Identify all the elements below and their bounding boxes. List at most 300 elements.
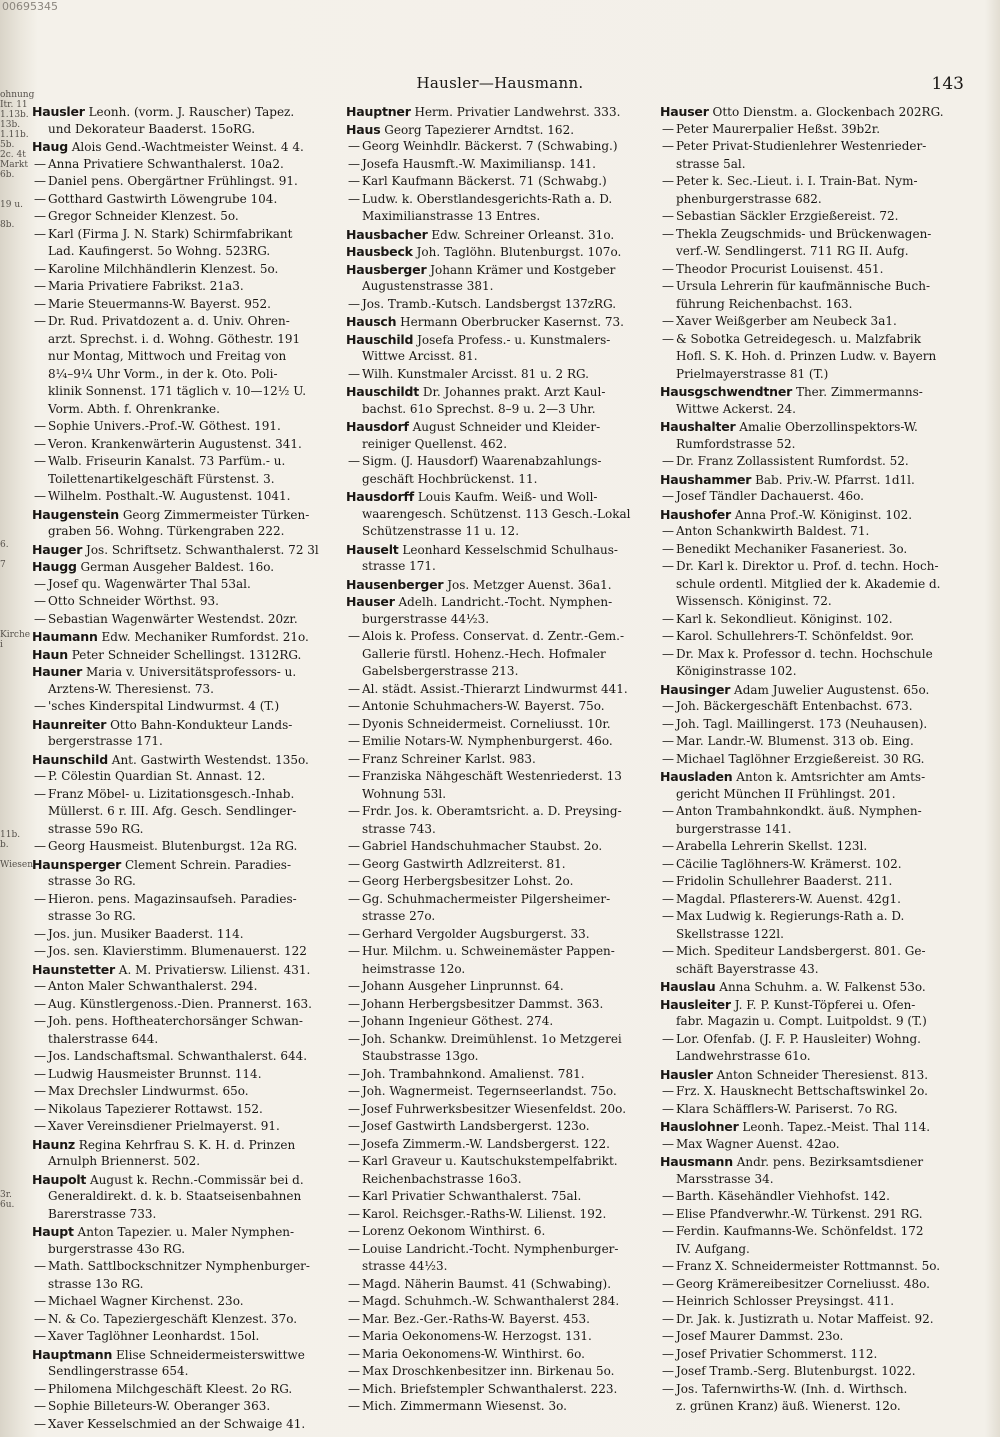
- surname-entry: [32, 751, 340, 769]
- entry-text: geschäft Hochbrückenst. 11.: [362, 471, 538, 486]
- ditto-dash: —: [662, 891, 674, 906]
- ditto-dash: —: [662, 1259, 674, 1273]
- entry-text: Georg Herbergsbesitzer Lohst. 2o.: [362, 874, 574, 888]
- entry-text: strasse 5al.: [676, 156, 746, 171]
- entry-continuation: [32, 401, 340, 419]
- surname-entry: [32, 1136, 340, 1154]
- entry-continuation: [346, 506, 654, 524]
- entry-text: burgerstrasse 44½3.: [362, 611, 490, 626]
- surname-entry: [346, 418, 654, 436]
- given-name-entry: [32, 226, 340, 244]
- given-name-entry: [346, 1241, 654, 1259]
- entry-text: Dr. Franz Zollassistent Rumfordst. 52.: [676, 454, 909, 468]
- given-name-entry: [346, 366, 654, 384]
- surname-entry: [32, 961, 340, 979]
- ditto-dash: —: [348, 856, 360, 871]
- surname-entry: [32, 663, 340, 681]
- entry-text: Adelh. Landricht.-Tocht. Nymphen-: [394, 595, 613, 609]
- margin-fragment: 8b.: [0, 220, 15, 230]
- surname: Hauser: [346, 594, 395, 609]
- given-name-entry: [660, 278, 968, 296]
- ditto-dash: —: [34, 1084, 46, 1098]
- ditto-dash: —: [34, 226, 46, 241]
- surname-entry: [346, 243, 654, 261]
- ditto-dash: —: [662, 1329, 674, 1343]
- ditto-dash: —: [662, 1136, 674, 1151]
- surname-entry: [660, 103, 968, 121]
- surname-entry: [32, 628, 340, 646]
- surname: Hausenberger: [346, 576, 444, 592]
- entry-continuation: [346, 401, 654, 419]
- ditto-dash: —: [662, 226, 674, 241]
- margin-fragment: 6u.: [0, 1200, 15, 1210]
- entry-continuation: [660, 348, 968, 366]
- given-name-entry: [32, 296, 340, 314]
- entry-text: Mar. Landr.-W. Blumenst. 313 ob. Eing.: [676, 734, 914, 748]
- entry-text: Peter Privat-Studienlehrer Westenrieder-: [676, 139, 927, 153]
- ditto-dash: —: [662, 489, 674, 503]
- given-name-entry: [346, 751, 654, 769]
- entry-text: burgerstrasse 43o RG.: [48, 1241, 186, 1256]
- entry-text: Anna Prof.-W. Königinst. 102.: [731, 507, 913, 522]
- given-name-entry: [346, 453, 654, 471]
- given-name-entry: [32, 313, 340, 331]
- entry-text: Joh. Tagl. Maillingerst. 173 (Neuhausen).: [676, 716, 928, 731]
- entry-text: Max Droschkenbesitzer inn. Birkenau 5o.: [362, 1364, 615, 1378]
- given-name-entry: [660, 1188, 968, 1206]
- ditto-dash: —: [662, 1101, 674, 1116]
- ditto-dash: —: [34, 156, 46, 171]
- entry-continuation: [32, 1241, 340, 1259]
- given-name-entry: [32, 611, 340, 629]
- entry-text: Hur. Milchm. u. Schweinemäster Pappen-: [362, 944, 615, 958]
- entry-text: Max Drechsler Lindwurmst. 65o.: [48, 1084, 249, 1098]
- entry-continuation: [660, 1048, 968, 1066]
- archive-stamp: 00695345: [2, 0, 58, 13]
- entry-continuation: [32, 1153, 340, 1171]
- surname-entry: [660, 768, 968, 786]
- entry-text: graben 56. Wohng. Türkengraben 222.: [48, 524, 285, 538]
- ditto-dash: —: [662, 611, 674, 626]
- surname: Hauslohner: [660, 1119, 739, 1134]
- ditto-dash: —: [662, 559, 674, 573]
- ditto-dash: —: [662, 804, 674, 818]
- margin-fragment: i: [0, 640, 3, 650]
- ditto-dash: —: [662, 279, 674, 293]
- entry-text: Josefa Hausmft.-W. Maximiliansp. 141.: [362, 156, 596, 171]
- surname-entry: [32, 1223, 340, 1241]
- surname-entry: [660, 978, 968, 996]
- ditto-dash: —: [348, 366, 360, 381]
- given-name-entry: [660, 943, 968, 961]
- entry-text: Sigm. (J. Hausdorf) Waarenabzahlungs-: [362, 454, 602, 468]
- entry-text: bachst. 61o Sprechst. 8–9 u. 2—3 Uhr.: [362, 401, 596, 416]
- entry-text: schule ordentl. Mitglied der k. Akademie d.: [676, 576, 941, 591]
- ditto-dash: —: [34, 314, 46, 328]
- given-name-entry: [32, 418, 340, 436]
- entry-continuation: [660, 663, 968, 681]
- ditto-dash: —: [34, 1101, 46, 1116]
- surname: Hauger: [32, 541, 83, 557]
- given-name-entry: [660, 646, 968, 664]
- entry-continuation: [346, 1048, 654, 1066]
- given-name-entry: [660, 733, 968, 751]
- entry-text: Josefa Zimmerm.-W. Landsbergerst. 122.: [362, 1136, 610, 1151]
- given-name-entry: [32, 1381, 340, 1399]
- entry-text: Jos. Tramb.-Kutsch. Landsbergst 137zRG.: [362, 296, 617, 311]
- given-name-entry: [346, 1311, 654, 1329]
- surname-entry: [660, 471, 968, 489]
- entry-text: Klara Schäfflers-W. Pariserst. 7o RG.: [676, 1101, 898, 1116]
- entry-text: Hermann Oberbrucker Kasernst. 73.: [396, 315, 624, 329]
- entry-text: Anton k. Amtsrichter am Amts-: [732, 770, 926, 784]
- given-name-entry: [346, 1031, 654, 1049]
- entry-text: Hieron. pens. Magazinsaufseh. Paradies-: [48, 891, 297, 906]
- surname: Hausgschwendtner: [660, 384, 793, 399]
- entry-text: führung Reichenbachst. 163.: [676, 296, 853, 311]
- entry-text: Peter Schneider Schellingst. 1312RG.: [67, 647, 302, 662]
- entry-text: Barerstrasse 733.: [48, 1206, 157, 1221]
- entry-text: Dr. Karl k. Direktor u. Prof. d. techn. Hoch-: [676, 559, 939, 573]
- entry-text: Dr. Jak. k. Justizrath u. Notar Maffeist. 92.: [676, 1311, 934, 1326]
- entry-text: Peter k. Sec.-Lieut. i. I. Train-Bat. Nym-: [676, 174, 918, 188]
- entry-text: Anton Tapezier. u. Maler Nymphen-: [73, 1225, 295, 1239]
- given-name-entry: [32, 593, 340, 611]
- ditto-dash: —: [662, 1224, 674, 1238]
- given-name-entry: [660, 1346, 968, 1364]
- ditto-dash: —: [34, 454, 46, 468]
- entry-text: und Dekorateur Baaderst. 15oRG.: [48, 121, 256, 136]
- entry-text: Franz X. Schneidermeister Rottmannst. 5o.: [676, 1259, 941, 1273]
- entry-text: schäft Bayerstrasse 43.: [676, 961, 819, 976]
- surname-entry: [32, 1171, 340, 1189]
- given-name-entry: [660, 331, 968, 349]
- directory-columns: [32, 103, 968, 1431]
- given-name-entry: [32, 173, 340, 191]
- entry-text: Louise Landricht.-Tocht. Nymphenburger-: [362, 1241, 619, 1256]
- entry-text: Anna Schuhm. a. W. Falkenst 53o.: [715, 980, 926, 994]
- entry-text: Gerhard Vergolder Augsburgerst. 33.: [362, 926, 590, 941]
- ditto-dash: —: [348, 1276, 360, 1291]
- ditto-dash: —: [662, 174, 674, 188]
- entry-text: Ant. Gastwirth Westendst. 135o.: [107, 752, 309, 767]
- given-name-entry: [660, 1381, 968, 1399]
- given-name-entry: [346, 891, 654, 909]
- entry-text: strasse 27o.: [362, 909, 436, 923]
- entry-text: August Schneider und Kleider-: [408, 420, 601, 434]
- entry-text: Johann Krämer und Kostgeber: [426, 262, 616, 277]
- entry-continuation: [346, 558, 654, 576]
- given-name-entry: [32, 1416, 340, 1434]
- entry-text: Xaver Weißgerber am Neubeck 3a1.: [676, 314, 897, 328]
- entry-continuation: [660, 436, 968, 454]
- entry-continuation: [32, 1206, 340, 1224]
- ditto-dash: —: [348, 1154, 360, 1168]
- entry-text: Benedikt Mechaniker Fasaneriest. 3o.: [676, 541, 908, 556]
- ditto-dash: —: [34, 209, 46, 223]
- entry-text: gericht München II Frühlingst. 201.: [676, 786, 896, 801]
- ditto-dash: —: [348, 1364, 360, 1378]
- given-name-entry: [346, 1101, 654, 1119]
- margin-fragment: Itr. 11: [0, 100, 28, 110]
- entry-text: Arztens-W. Theresienst. 73.: [48, 681, 214, 696]
- entry-text: Josef Fuhrwerksbesitzer Wiesenfeldst. 20o.: [362, 1101, 627, 1116]
- surname-entry: [346, 593, 654, 611]
- given-name-entry: [660, 1136, 968, 1154]
- entry-text: Schützenstrasse 11 u. 12.: [362, 524, 520, 538]
- given-name-entry: [346, 1083, 654, 1101]
- page-number: 143: [931, 74, 964, 94]
- entry-text: Georg Gastwirth Adlzreiterst. 81.: [362, 856, 566, 871]
- entry-text: Theodor Procurist Louisenst. 451.: [676, 261, 884, 276]
- entry-text: Mich. Briefstempler Schwanthalerst. 223.: [362, 1381, 618, 1396]
- ditto-dash: —: [34, 699, 46, 713]
- entry-text: Franziska Nähgeschäft Westenriederst. 13: [362, 769, 622, 783]
- surname: Hausleiter: [660, 996, 731, 1012]
- entry-text: Josef qu. Wagenwärter Thal 53al.: [48, 576, 251, 591]
- surname-entry: [660, 1066, 968, 1084]
- surname-entry: [32, 138, 340, 156]
- ditto-dash: —: [348, 1224, 360, 1238]
- ditto-dash: —: [662, 1031, 674, 1046]
- entry-text: Walb. Friseurin Kanalst. 73 Parfüm.- u.: [48, 454, 286, 468]
- given-name-entry: [32, 1013, 340, 1031]
- surname: Hausdorff: [346, 489, 415, 504]
- given-name-entry: [346, 1153, 654, 1171]
- ditto-dash: —: [348, 1119, 360, 1133]
- entry-text: phenburgerstrasse 682.: [676, 191, 822, 206]
- entry-text: J. F. P. Kunst-Töpferei u. Ofen-: [730, 997, 916, 1012]
- entry-continuation: [346, 646, 654, 664]
- given-name-entry: [660, 1031, 968, 1049]
- entry-text: Marie Steuermanns-W. Bayerst. 952.: [48, 296, 271, 311]
- ditto-dash: —: [34, 419, 46, 433]
- given-name-entry: [660, 1311, 968, 1329]
- given-name-entry: [346, 1328, 654, 1346]
- ditto-dash: —: [34, 296, 46, 311]
- surname-entry: [660, 681, 968, 699]
- given-name-entry: [32, 1258, 340, 1276]
- surname: Haun: [32, 646, 68, 662]
- entry-text: Josef Maurer Dammst. 23o.: [676, 1329, 844, 1343]
- entry-continuation: [32, 243, 340, 261]
- margin-fragment: 1.11b.: [0, 130, 29, 140]
- entry-continuation: [346, 1171, 654, 1189]
- surname: Hauser: [660, 104, 709, 119]
- entry-text: Maria Oekonomens-W. Herzogst. 131.: [362, 1329, 592, 1343]
- entry-text: Königinstrasse 102.: [676, 664, 797, 678]
- margin-fragment: 6b.: [0, 170, 15, 180]
- given-name-entry: [346, 803, 654, 821]
- entry-text: Veron. Krankenwärterin Augustenst. 341.: [48, 436, 302, 451]
- ditto-dash: —: [348, 681, 360, 696]
- given-name-entry: [660, 1083, 968, 1101]
- entry-text: Maria v. Universitätsprofessors- u.: [82, 665, 297, 679]
- given-name-entry: [32, 436, 340, 454]
- entry-text: Dr. Max k. Professor d. techn. Hochschule: [676, 646, 933, 661]
- entry-text: Elise Pfandverwhr.-W. Türkenst. 291 RG.: [676, 1206, 923, 1221]
- given-name-entry: [32, 838, 340, 856]
- surname: Haunreiter: [32, 716, 107, 732]
- entry-text: Müllerst. 6 r. III. Afg. Gesch. Sendlinger-: [48, 804, 297, 818]
- surname: Haushammer: [660, 471, 752, 487]
- margin-fragment: 2c. 4t: [0, 150, 26, 160]
- ditto-dash: —: [348, 1066, 360, 1081]
- given-name-entry: [346, 716, 654, 734]
- ditto-dash: —: [34, 436, 46, 451]
- surname-entry: [660, 383, 968, 401]
- entry-text: Marsstrasse 34.: [676, 1171, 774, 1186]
- entry-text: Johann Ingenieur Göthest. 274.: [362, 1014, 554, 1028]
- entry-text: Magd. Näherin Baumst. 41 (Schwabing).: [362, 1276, 612, 1291]
- surname: Hausmann: [660, 1154, 733, 1169]
- surname-entry: [32, 541, 340, 559]
- given-name-entry: [346, 628, 654, 646]
- entry-text: Elise Schneidermeisterswittwe: [112, 1347, 305, 1362]
- entry-text: Josef Tändler Dachauerst. 46o.: [676, 489, 864, 503]
- entry-continuation: [346, 471, 654, 489]
- entry-text: Cäcilie Taglöhners-W. Krämerst. 102.: [676, 856, 902, 871]
- ditto-dash: —: [662, 524, 674, 538]
- ditto-dash: —: [662, 121, 674, 136]
- given-name-entry: [346, 138, 654, 156]
- entry-continuation: [660, 961, 968, 979]
- entry-continuation: [32, 383, 340, 401]
- surname: Hausbacher: [346, 226, 428, 242]
- entry-text: waarengesch. Schützenst. 113 Gesch.-Lokal: [362, 506, 631, 521]
- surname-entry: [32, 856, 340, 874]
- given-name-entry: [346, 978, 654, 996]
- given-name-entry: [660, 698, 968, 716]
- ditto-dash: —: [662, 1346, 674, 1361]
- ditto-dash: —: [34, 1311, 46, 1326]
- ditto-dash: —: [34, 1381, 46, 1396]
- entry-text: arzt. Sprechst. i. d. Wohng. Göthestr. 191: [48, 331, 301, 346]
- ditto-dash: —: [348, 979, 360, 993]
- entry-continuation: [346, 663, 654, 681]
- entry-text: Mich. Zimmermann Wiesenst. 3o.: [362, 1399, 567, 1413]
- ditto-dash: —: [662, 629, 674, 643]
- entry-text: Staubstrasse 13go.: [362, 1049, 479, 1063]
- surname: Hausler: [32, 104, 85, 119]
- surname-entry: [346, 226, 654, 244]
- given-name-entry: [32, 926, 340, 944]
- entry-text: bergerstrasse 171.: [48, 734, 163, 748]
- entry-text: Karl Privatier Schwanthalerst. 75al.: [362, 1189, 582, 1203]
- entry-text: Math. Sattlbockschnitzer Nymphenburger-: [48, 1259, 310, 1273]
- ditto-dash: —: [34, 786, 46, 801]
- given-name-entry: [32, 261, 340, 279]
- given-name-entry: [346, 1206, 654, 1224]
- given-name-entry: [346, 996, 654, 1014]
- entry-text: Arabella Lehrerin Skellst. 123l.: [676, 839, 868, 853]
- ditto-dash: —: [34, 576, 46, 591]
- entry-text: Dr. Johannes prakt. Arzt Kaul-: [419, 385, 606, 399]
- entry-continuation: [32, 681, 340, 699]
- margin-fragment: 6.: [0, 540, 9, 550]
- ditto-dash: —: [348, 296, 360, 311]
- surname: Hausberger: [346, 261, 427, 277]
- given-name-entry: [32, 1311, 340, 1329]
- entry-text: Antonie Schuhmachers-W. Bayerst. 75o.: [362, 699, 605, 713]
- entry-text: Karoline Milchhändlerin Klenzest. 5o.: [48, 261, 279, 276]
- ditto-dash: —: [662, 839, 674, 853]
- entry-text: Emilie Notars-W. Nymphenburgerst. 46o.: [362, 734, 613, 748]
- entry-text: Prielmayerstrasse 81 (T.): [676, 366, 829, 381]
- ditto-dash: —: [348, 1294, 360, 1308]
- entry-text: Xaver Kesselschmied an der Schwaige 41.: [48, 1416, 306, 1431]
- ditto-dash: —: [34, 261, 46, 276]
- entry-text: Josef Gastwirth Landsbergerst. 123o.: [362, 1119, 590, 1133]
- entry-continuation: [32, 803, 340, 821]
- entry-text: Al. städt. Assist.-Thierarzt Lindwurmst 441.: [362, 681, 628, 696]
- entry-continuation: [660, 593, 968, 611]
- entry-text: Leonh. Tapez.-Meist. Thal 114.: [738, 1120, 931, 1134]
- entry-continuation: [346, 1258, 654, 1276]
- entry-text: klinik Sonnenst. 171 täglich v. 10—12½ U.: [48, 384, 307, 398]
- adjacent-page-margin: [0, 90, 35, 1420]
- entry-text: strasse 44½3.: [362, 1259, 448, 1273]
- entry-text: Sebastian Wagenwärter Westendst. 20zr.: [48, 611, 298, 626]
- entry-continuation: [660, 191, 968, 209]
- ditto-dash: —: [348, 751, 360, 766]
- given-name-entry: [660, 313, 968, 331]
- margin-fragment: b.: [0, 840, 9, 850]
- given-name-entry: [32, 453, 340, 471]
- given-name-entry: [32, 1083, 340, 1101]
- entry-continuation: [660, 1241, 968, 1259]
- surname-entry: [32, 646, 340, 664]
- given-name-entry: [346, 173, 654, 191]
- margin-fragment: 3r.: [0, 1190, 12, 1200]
- ditto-dash: —: [348, 1014, 360, 1028]
- ditto-dash: —: [34, 891, 46, 906]
- surname: Hausladen: [660, 769, 733, 784]
- entry-text: Jos. Landschaftsmal. Schwanthalerst. 644.: [48, 1049, 308, 1063]
- entry-text: Daniel pens. Obergärtner Frühlingst. 91.: [48, 174, 298, 188]
- given-name-entry: [32, 191, 340, 209]
- ditto-dash: —: [348, 891, 360, 906]
- entry-text: thalerstrasse 644.: [48, 1031, 159, 1046]
- ditto-dash: —: [348, 1399, 360, 1413]
- surname: Haupt: [32, 1224, 74, 1239]
- entry-text: Heinrich Schlosser Preysingst. 411.: [676, 1294, 895, 1308]
- ditto-dash: —: [662, 856, 674, 871]
- surname-entry: [346, 488, 654, 506]
- ditto-dash: —: [348, 1031, 360, 1046]
- entry-text: Gg. Schuhmachermeister Pilgersheimer-: [362, 891, 611, 906]
- given-name-entry: [32, 698, 340, 716]
- entry-text: Jos. sen. Klavierstimm. Blumenauerst. 122: [48, 944, 307, 958]
- entry-continuation: [32, 733, 340, 751]
- given-name-entry: [660, 838, 968, 856]
- entry-text: German Ausgeher Baldest. 16o.: [76, 560, 275, 574]
- entry-text: Bab. Priv.-W. Pfarrst. 1d1l.: [751, 472, 915, 487]
- ditto-dash: —: [34, 1119, 46, 1133]
- entry-text: Anton Schankwirth Baldest. 71.: [676, 524, 870, 538]
- ditto-dash: —: [34, 839, 46, 853]
- given-name-entry: [660, 751, 968, 769]
- entry-text: Rumfordstrasse 52.: [676, 436, 796, 451]
- ditto-dash: —: [348, 1311, 360, 1326]
- ditto-dash: —: [662, 209, 674, 223]
- entry-continuation: [32, 331, 340, 349]
- entry-continuation: [660, 926, 968, 944]
- ditto-dash: —: [348, 629, 360, 643]
- ditto-dash: —: [34, 996, 46, 1011]
- given-name-entry: [660, 1293, 968, 1311]
- entry-text: Gabelsbergerstrasse 213.: [362, 664, 519, 678]
